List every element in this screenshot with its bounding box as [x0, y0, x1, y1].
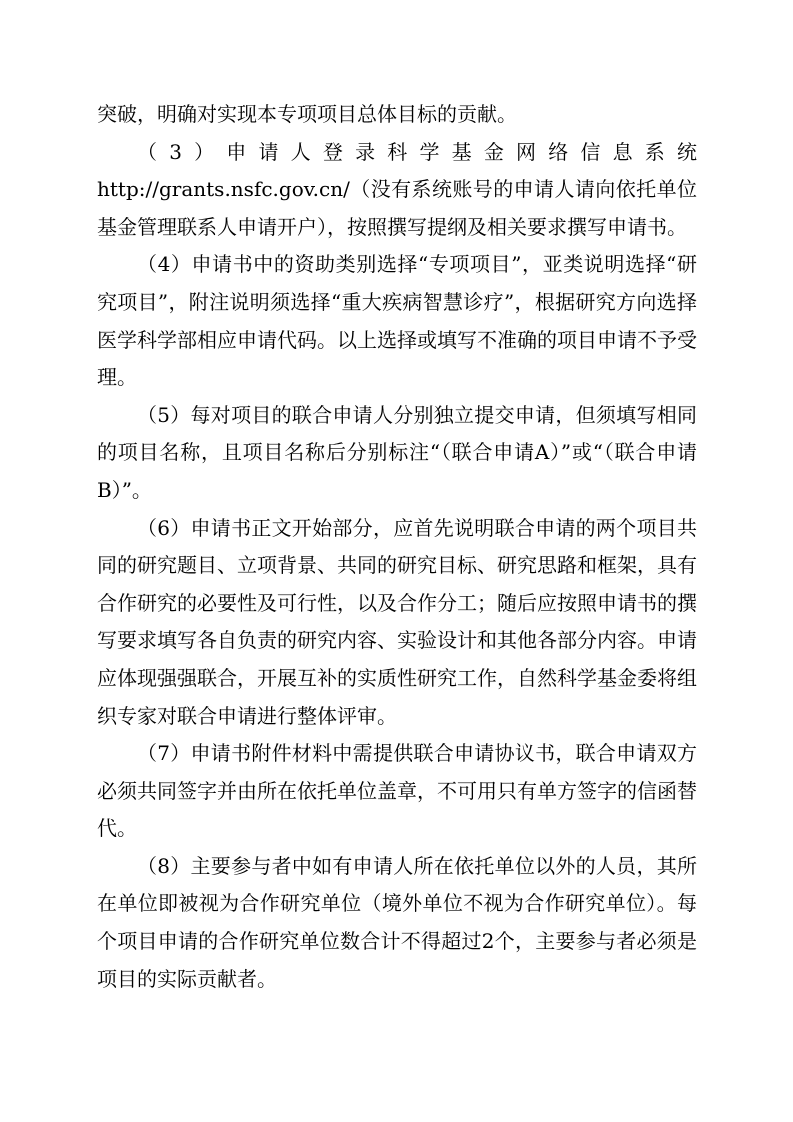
paragraph-item-6: （6）申请书正文开始部分，应首先说明联合申请的两个项目共同的研究题目、立项背景、共同的研究目标、研究思路和框架，具有合作研究的必要性及可行性，以及合作分工；随后应按照申请书的撰写要求填写各自负责的研究内容、实验设计和其他各部分内容。申请应体现强强联合，开展互补的实质性研究工作，自然科学基金委将组织专家对联合申请进行整体评审。 — [97, 515, 697, 728]
paragraph-item-8: （8）主要参与者中如有申请人所在依托单位以外的人员，其所在单位即被视为合作研究单位（境外单位不视为合作研究单位）。每个项目申请的合作研究单位数合计不得超过2个，主要参与者必须是项目的实际贡献者。 — [97, 853, 697, 991]
paragraph-item-3: （3）申请人登录科学基金网络信息系统http://grants.nsfc.gov.cn/（没有系统账号的申请人请向依托单位基金管理联系人申请开户），按照撰写提纲及相关要求撰写申请书。 — [97, 139, 697, 239]
paragraph-item-4: （4）申请书中的资助类别选择“专项项目”，亚类说明选择“研究项目”，附注说明须选择“重大疾病智慧诊疗”，根据研究方向选择医学科学部相应申请代码。以上选择或填写不准确的项目申请不予受理。 — [97, 252, 697, 390]
document-body — [97, 96, 697, 998]
paragraph-continuation: 突破，明确对实现本专项项目总体目标的贡献。 — [97, 102, 517, 126]
paragraph-item-7: （7）申请书附件材料中需提供联合申请协议书，联合申请双方必须共同签字并由所在依托单位盖章，不可用只有单方签字的信函替代。 — [97, 741, 697, 841]
paragraph-item-5: （5）每对项目的联合申请人分别独立提交申请，但须填写相同的项目名称，且项目名称后分别标注“（联合申请A）”或“（联合申请B）”。 — [97, 402, 697, 502]
